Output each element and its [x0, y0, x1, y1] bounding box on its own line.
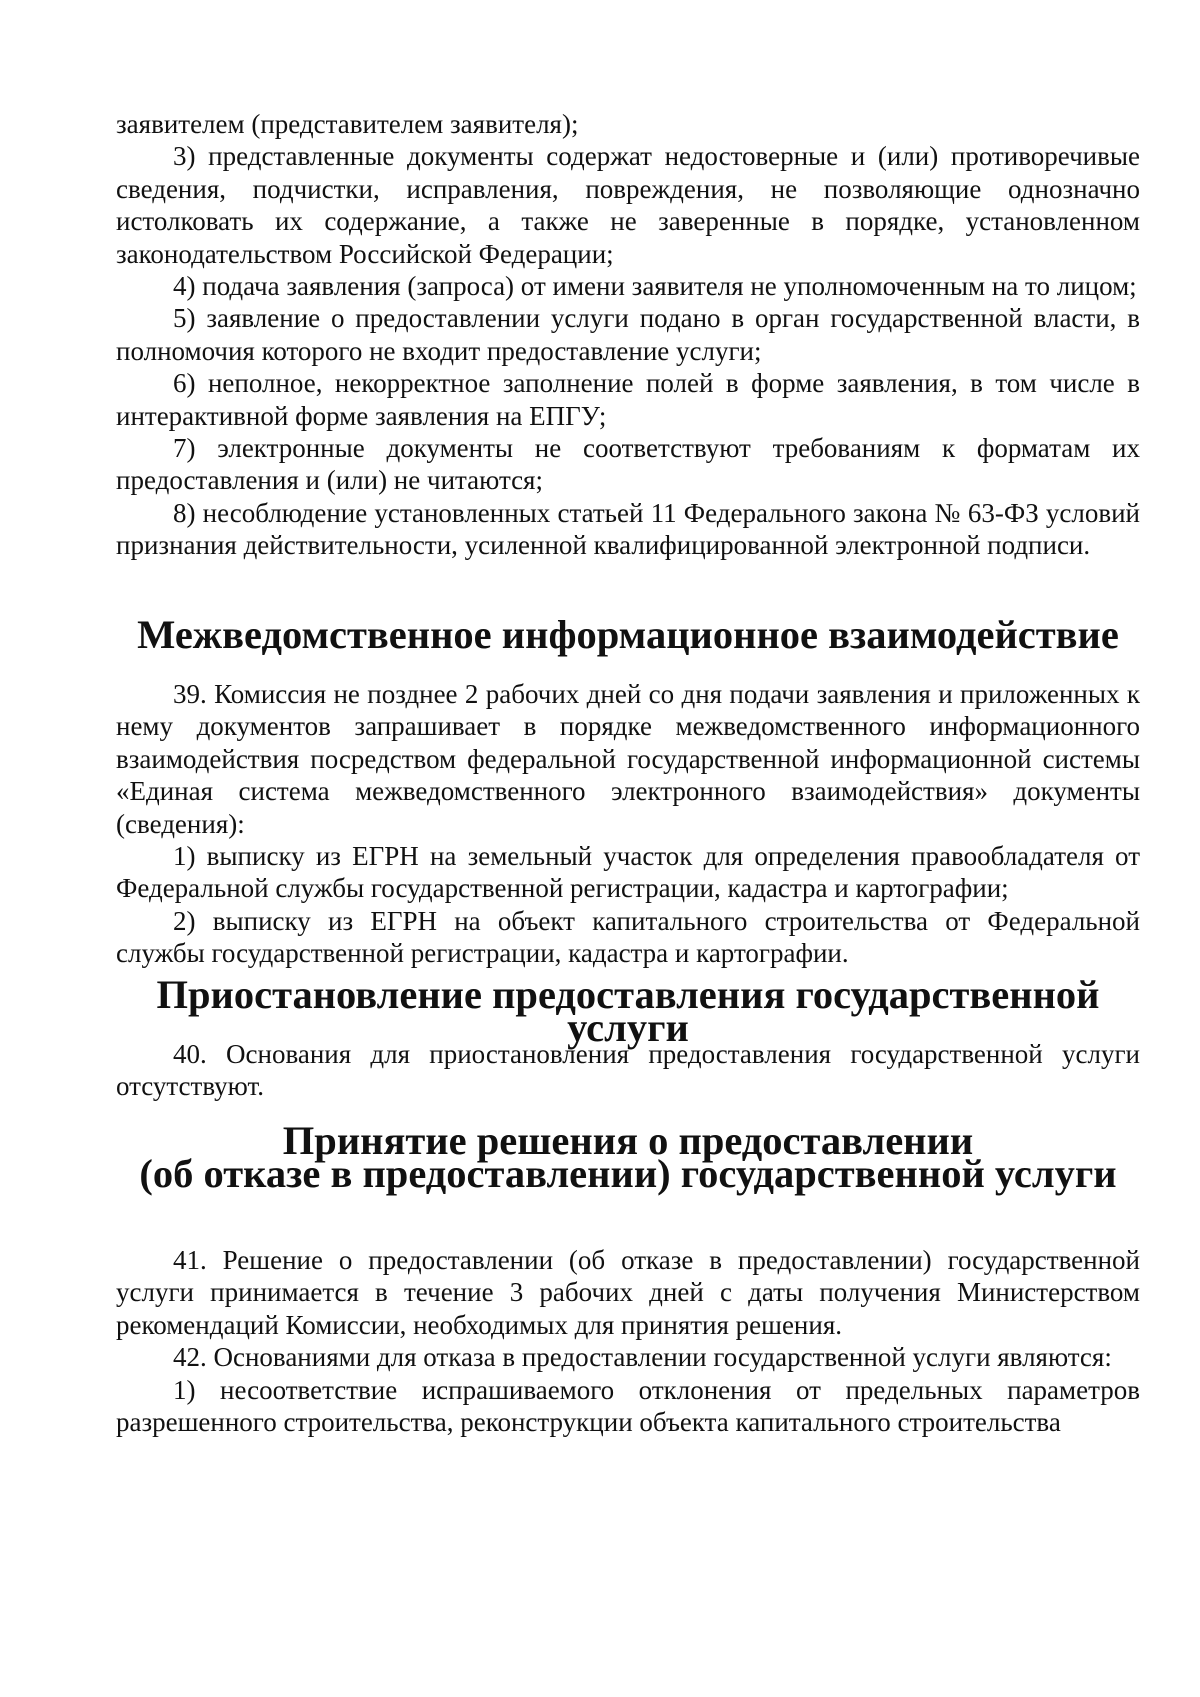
text-block-suspension	[116, 1038, 1140, 1103]
paragraph-42-item-1: 1) несоответствие испрашиваемого отклонения от предельных параметров разрешенного строительства, реконструкции объекта капитального строительства	[116, 1374, 1140, 1438]
section-heading-decision	[116, 1118, 1140, 1196]
text-block-grounds-for-refusal	[116, 108, 1140, 562]
text-block-decision	[116, 1244, 1140, 1438]
paragraph-item-8: 8) несоблюдение установленных статьей 11 Федерального закона № 63-ФЗ условий признания действительности, усиленной квалифицированной электронной подписи.	[116, 497, 1140, 561]
section-heading-interagency: Межведомственное информационное взаимодействие	[137, 612, 1119, 657]
paragraph-41: 41. Решение о предоставлении (об отказе в предоставлении) государственной услуги принимается в течение 3 рабочих дней с даты получения Министерством рекомендаций Комиссии, необходимых для принятия решения.	[116, 1245, 1140, 1340]
paragraph-item-3: 3) представленные документы содержат недостоверные и (или) противоречивые сведения, подчистки, исправления, повреждения, не позволяющие однозначно истолковать их содержание, а также не заверенные в порядке, установленном законодательством Российской Федерации;	[116, 141, 1140, 269]
text-block-interagency	[116, 678, 1140, 970]
section-heading-decision-line-1: Принятие решения о предоставлении	[282, 1118, 974, 1163]
paragraph-42: 42. Основаниями для отказа в предоставлении государственной услуги являются:	[173, 1342, 1112, 1373]
paragraph-39: 39. Комиссия не позднее 2 рабочих дней со дня подачи заявления и приложенных к нему документов запрашивает в порядке межведомственного информационного взаимодействия посредством федеральной государственной информационной системы «Единая система межведомственного электронного взаимодействия» документы (сведения):	[116, 679, 1140, 839]
paragraph-item-6: 6) неполное, некорректное заполнение полей в форме заявления, в том числе в интерактивной форме заявления на ЕПГУ;	[116, 368, 1140, 431]
section-heading-suspension: Приостановление предоставления государственной услуги	[156, 972, 1100, 1050]
paragraph-item-7: 7) электронные документы не соответствуют требованиям к форматам их предоставления и (или) не читаются;	[116, 433, 1140, 496]
paragraph-39-item-2: 2) выписку из ЕГРН на объект капитального строительства от Федеральной службы государственной регистрации, кадастра и картографии.	[116, 905, 1140, 969]
paragraph-item-4: 4) подача заявления (запроса) от имени заявителя не уполномоченным на то лицом;	[173, 271, 1137, 302]
paragraph-continuation: заявителем (представителем заявителя);	[116, 109, 579, 139]
section-heading-decision-line-2: (об отказе в предоставлении) государственной услуги	[139, 1151, 1117, 1196]
paragraph-39-item-1: 1) выписку из ЕГРН на земельный участок для определения правообладателя от Федеральной службы государственной регистрации, кадастра и картографии;	[116, 841, 1140, 904]
paragraph-item-5: 5) заявление о предоставлении услуги подано в орган государственной власти, в полномочия которого не входит предоставление услуги;	[116, 303, 1140, 366]
paragraph-40: 40. Основания для приостановления предоставления государственной услуги отсутствуют.	[116, 1039, 1140, 1102]
